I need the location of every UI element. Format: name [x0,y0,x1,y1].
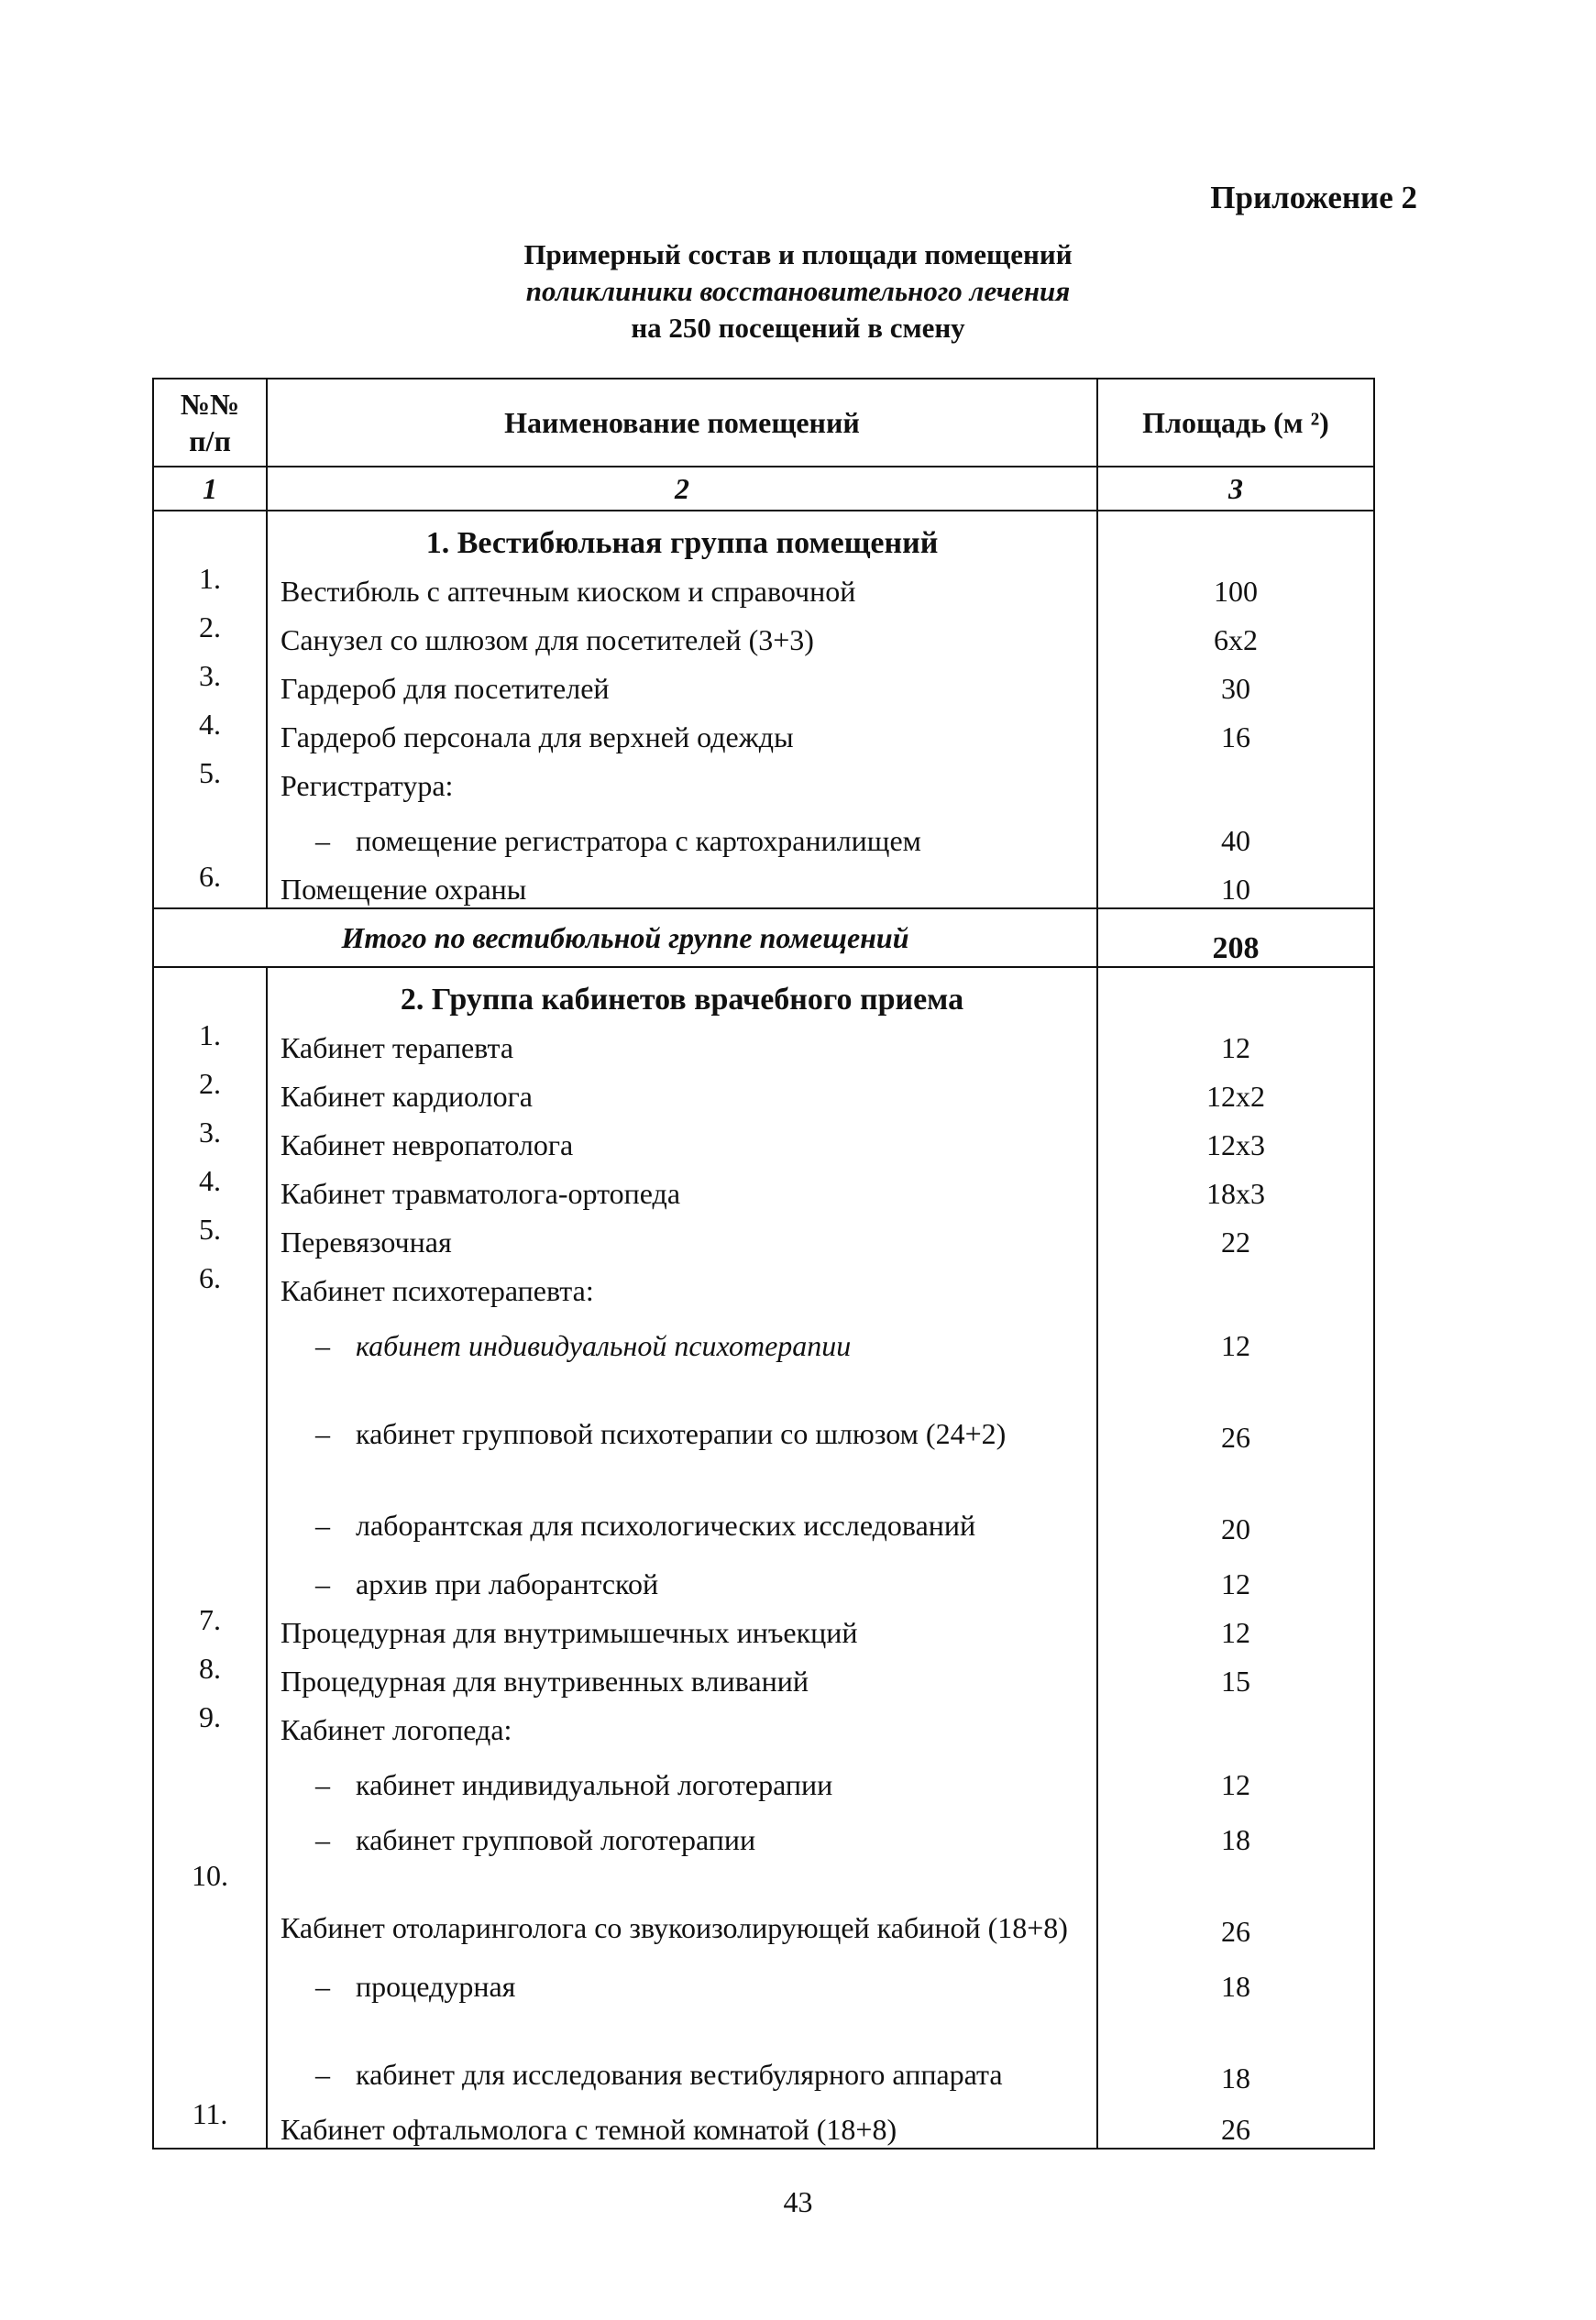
section-1-title: 1. Вестибюльная группа помещений [267,511,1097,561]
room-name-text: лаборантская для психологических исследований [356,1509,976,1542]
room-name-text: кабинет групповой психотерапии со шлюзом (24+2) [356,1417,1007,1450]
table-row [153,707,1374,755]
row-number [153,1950,267,2005]
room-name-text: помещение регистратора с картохранилищем [356,824,921,857]
row-number: 3. [199,659,221,692]
room-name [267,2005,1097,2096]
room-area: 26 [1097,2096,1374,2149]
room-name: Кабинет невропатолога [267,1115,1097,1163]
section-2-title: 2. Группа кабинетов врачебного приема [267,967,1097,1017]
room-name [267,1309,1097,1364]
title-line-3: на 250 посещений в смену [631,312,965,344]
table-row [153,1163,1374,1212]
row-number: 11. [192,2097,228,2130]
room-area [1097,755,1374,804]
room-area: 18 [1097,2005,1374,2096]
column-number-2: 2 [267,467,1097,511]
section-1-total-value: 208 [1097,908,1374,967]
table-row [153,1260,1374,1309]
row-number: 5. [199,756,221,789]
room-area: 12 [1097,1309,1374,1364]
row-number: 3. [199,1116,221,1149]
table-row [153,2005,1374,2096]
room-name: Кабинет отоларинголога со звукоизолирующей кабиной (18+8) [267,1858,1097,1950]
table-row [153,804,1374,859]
room-name: Регистратура: [267,755,1097,804]
table-row [153,610,1374,658]
room-name [267,804,1097,859]
dash-bullet: – [315,1329,330,1362]
room-name: Вестибюль с аптечным киоском и справочной [267,561,1097,610]
table-row [153,1858,1374,1950]
room-area: 12 [1097,1017,1374,1066]
header-number-line-2: п/п [189,424,231,457]
room-name [267,1364,1097,1456]
row-number [153,1803,267,1858]
column-number-1: 1 [153,467,267,511]
table-row [153,1748,1374,1803]
room-area: 10 [1097,859,1374,908]
table-row [153,1017,1374,1066]
header-number-line-1: №№ [180,388,240,421]
table-row [153,561,1374,610]
row-number: 1. [199,1018,221,1051]
row-number: 6. [199,1261,221,1294]
room-area: 26 [1097,1858,1374,1950]
room-area: 12 [1097,1547,1374,1602]
row-number [153,2005,267,2096]
room-area: 26 [1097,1364,1374,1456]
room-area: 20 [1097,1456,1374,1547]
section-2-title-row [153,967,1374,1017]
room-area: 15 [1097,1651,1374,1699]
dash-bullet: – [315,1823,330,1856]
row-number [153,804,267,859]
table-row [153,1651,1374,1699]
row-number: 10. [192,1859,228,1892]
room-name: Санузел со шлюзом для посетителей (3+3) [267,610,1097,658]
dash-bullet: – [315,2058,330,2091]
room-name [267,1950,1097,2005]
row-number: 9. [199,1700,221,1733]
room-name: Гардероб для посетителей [267,658,1097,707]
header-name: Наименование помещений [267,379,1097,467]
dash-bullet: – [315,1768,330,1801]
room-area: 12 [1097,1748,1374,1803]
room-name: Кабинет терапевта [267,1017,1097,1066]
room-name-text: кабинет индивидуальной психотерапии [356,1329,852,1362]
row-number: 6. [199,860,221,893]
appendix-label: Приложение 2 [1210,180,1417,215]
room-name [267,1547,1097,1602]
row-number: 2. [199,610,221,643]
dash-bullet: – [315,1970,330,2003]
room-area: 18 [1097,1950,1374,2005]
room-area: 40 [1097,804,1374,859]
room-area: 6x2 [1097,610,1374,658]
row-number: 7. [199,1603,221,1636]
room-name: Процедурная для внутримышечных инъекций [267,1602,1097,1651]
room-name: Процедурная для внутривенных вливаний [267,1651,1097,1699]
column-number-3: 3 [1097,467,1374,511]
column-numbers-row [153,467,1374,511]
table-row [153,2096,1374,2149]
table-row [153,1547,1374,1602]
header-number [153,379,267,467]
rooms-table [152,378,1375,2150]
dash-bullet: – [315,824,330,857]
table-row [153,1602,1374,1651]
row-number [153,1364,267,1456]
row-number: 1. [199,562,221,595]
header-area: Площадь (м ²) [1097,379,1374,467]
table-header-row [153,379,1374,467]
table-row [153,755,1374,804]
row-number [153,1309,267,1364]
title-line-1: Примерный состав и площади помещений [523,238,1073,270]
table-row [153,1950,1374,2005]
table-row [153,1456,1374,1547]
title-line-2: поликлиники восстановительного лечения [525,275,1071,307]
room-name: Кабинет офтальмолога с темной комнатой (18+8) [267,2096,1097,2149]
row-number [153,1456,267,1547]
room-area: 12x2 [1097,1066,1374,1115]
document-title [0,236,1596,346]
dash-bullet: – [315,1567,330,1600]
page-number: 43 [783,2185,813,2218]
dash-bullet: – [315,1417,330,1450]
room-name-text: кабинет индивидуальной логотерапии [356,1768,833,1801]
room-name-text: процедурная [356,1970,516,2003]
room-area: 22 [1097,1212,1374,1260]
table-row [153,1115,1374,1163]
row-number [153,1547,267,1602]
row-number [153,1748,267,1803]
table-row [153,1364,1374,1456]
room-area: 16 [1097,707,1374,755]
room-name-text: архив при лаборантской [356,1567,659,1600]
room-name: Кабинет кардиолога [267,1066,1097,1115]
room-area: 12x3 [1097,1115,1374,1163]
room-name [267,1456,1097,1547]
room-name: Помещение охраны [267,859,1097,908]
row-number: 4. [199,708,221,741]
room-area [1097,1699,1374,1748]
room-name: Кабинет логопеда: [267,1699,1097,1748]
table-row [153,658,1374,707]
table-row [153,1212,1374,1260]
dash-bullet: – [315,1509,330,1542]
room-name-text: кабинет для исследования вестибулярного аппарата [356,2058,1003,2091]
section-1-total-label: Итого по вестибюльной группе помещений [153,908,1097,967]
room-area: 18 [1097,1803,1374,1858]
room-area: 100 [1097,561,1374,610]
row-number: 5. [199,1213,221,1246]
table-row [153,1803,1374,1858]
room-area: 12 [1097,1602,1374,1651]
room-name: Гардероб персонала для верхней одежды [267,707,1097,755]
row-number: 8. [199,1652,221,1685]
table-row [153,1699,1374,1748]
room-name [267,1803,1097,1858]
room-name-text: кабинет групповой логотерапии [356,1823,756,1856]
room-area: 30 [1097,658,1374,707]
table-row [153,859,1374,908]
row-number: 4. [199,1164,221,1197]
row-number: 2. [199,1067,221,1100]
room-area: 18x3 [1097,1163,1374,1212]
room-area [1097,1260,1374,1309]
section-1-title-row [153,511,1374,561]
room-name: Перевязочная [267,1212,1097,1260]
room-name [267,1748,1097,1803]
section-1-total-row [153,908,1374,967]
table-row [153,1066,1374,1115]
table-row [153,1309,1374,1364]
room-name: Кабинет психотерапевта: [267,1260,1097,1309]
room-name: Кабинет травматолога-ортопеда [267,1163,1097,1212]
